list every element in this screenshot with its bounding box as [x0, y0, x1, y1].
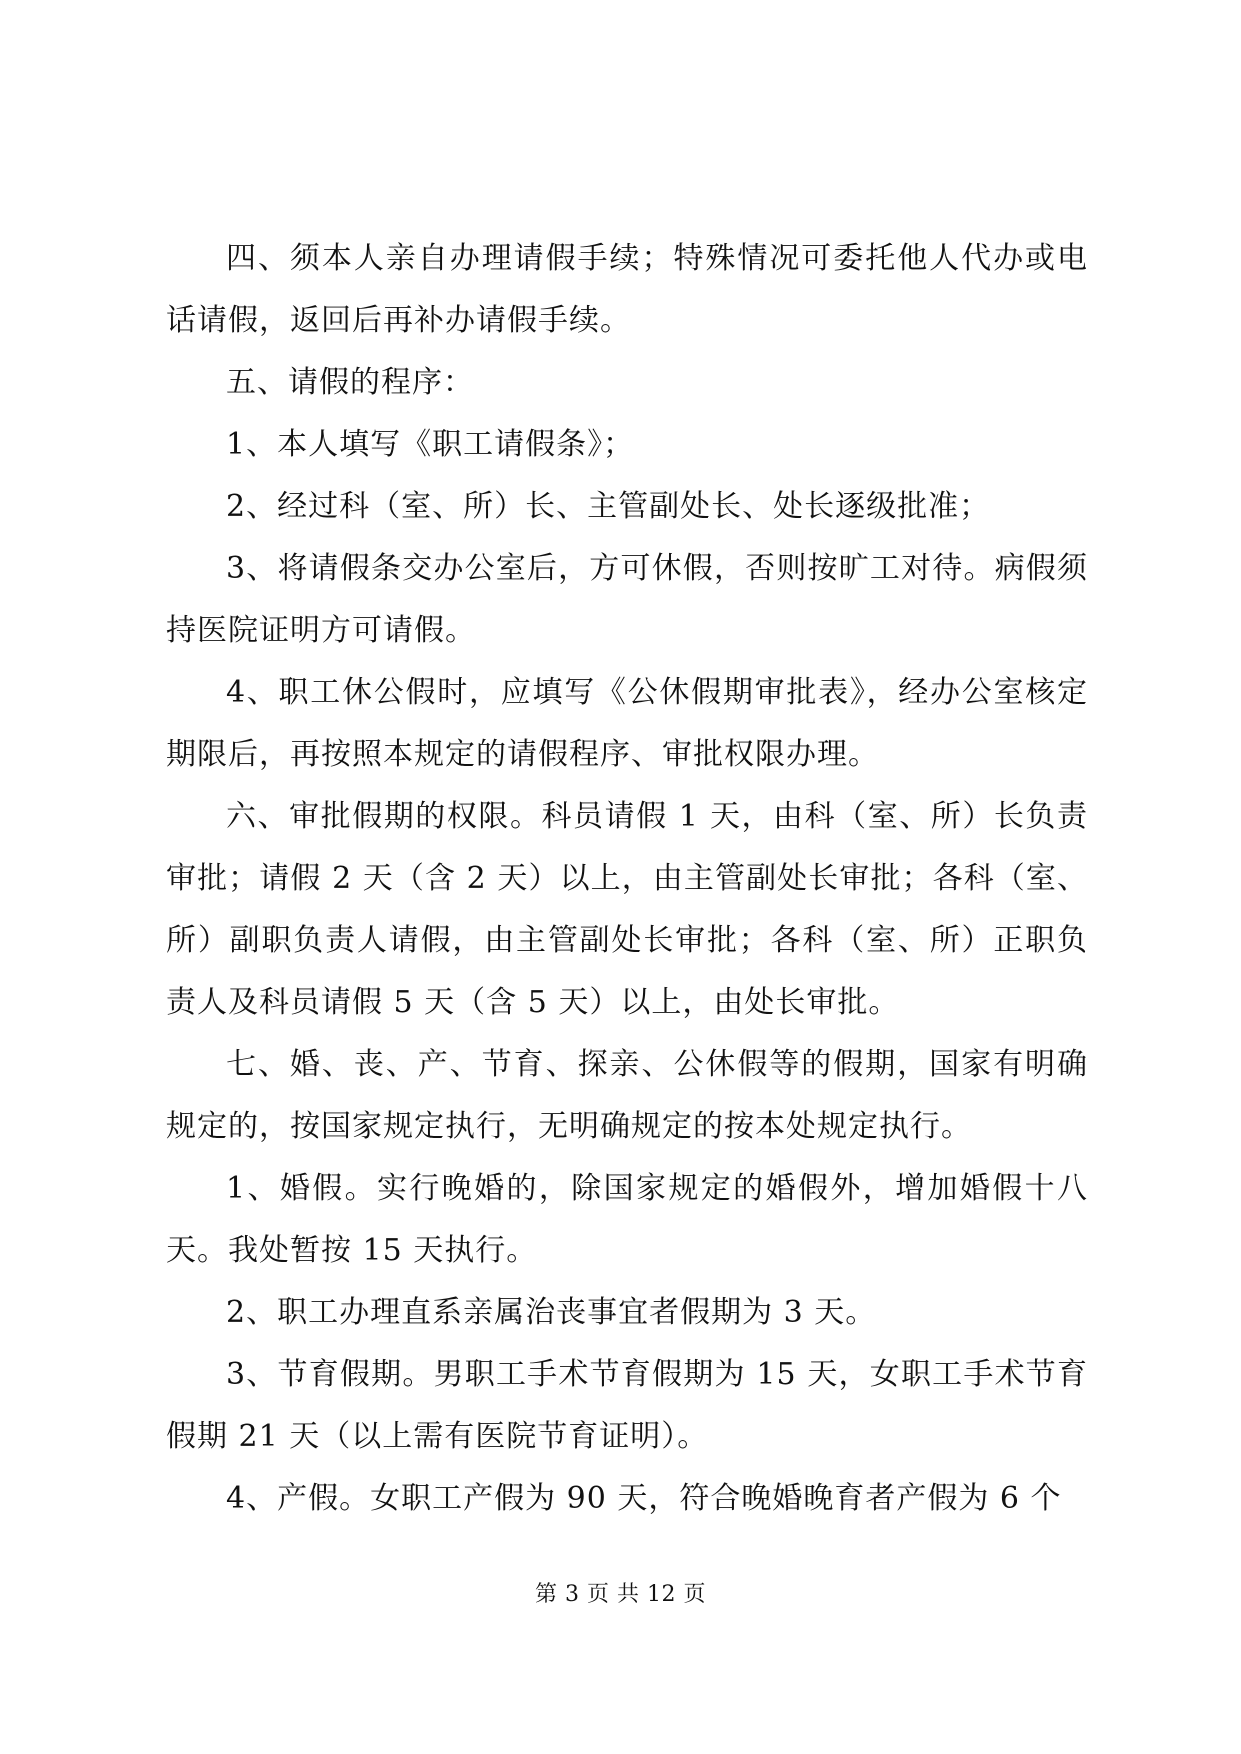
paragraph-7-bereavement-leave: 2、职工办理直系亲属治丧事宜者假期为 3 天。: [226, 1295, 877, 1330]
paragraph-4-personal-leave: 四、须本人亲自办理请假手续；特殊情况可委托他人代办或电话请假，返回后再补办请假手续。: [166, 241, 1088, 338]
paragraph-7-maternity-leave: 4、产假。女职工产假为 90 天，符合晚婚晚育者产假为 6 个: [226, 1481, 1062, 1516]
paragraph-7-marriage-leave: 1、婚假。实行晚婚的，除国家规定的婚假外，增加婚假十八天。我处暂按 15 天执行。: [166, 1171, 1088, 1268]
paragraph-5-step-4: 4、职工休公假时，应填写《公休假期审批表》，经办公室核定期限后，再按照本规定的请假程序、审批权限办理。: [166, 675, 1088, 772]
paragraph-6-approval-authority: 六、审批假期的权限。科员请假 1 天，由科（室、所）长负责审批；请假 2 天（含 2 天）以上，由主管副处长审批；各科（室、所）副职负责人请假，由主管副处长审批；各科（室、所）正职负责人及科员请假 5 天（含 5 天）以上，由处长审批。: [166, 799, 1088, 1020]
document-body: [166, 228, 1088, 1530]
paragraph-5-step-2: 2、经过科（室、所）长、主管副处长、处长逐级批准；: [226, 489, 991, 524]
paragraph-7-leave-types: 七、婚、丧、产、节育、探亲、公休假等的假期，国家有明确规定的，按国家规定执行，无明确规定的按本处规定执行。: [166, 1047, 1088, 1144]
page-number-footer: 第 3 页 共 12 页: [535, 1582, 706, 1607]
paragraph-7-birth-control-leave: 3、节育假期。男职工手术节育假期为 15 天，女职工手术节育假期 21 天（以上需有医院节育证明）。: [166, 1357, 1088, 1454]
paragraph-5-leave-procedure-heading: 五、请假的程序：: [226, 365, 474, 400]
paragraph-5-step-3: 3、将请假条交办公室后，方可休假，否则按旷工对待。病假须持医院证明方可请假。: [166, 551, 1088, 648]
paragraph-5-step-1: 1、本人填写《职工请假条》；: [226, 427, 635, 462]
